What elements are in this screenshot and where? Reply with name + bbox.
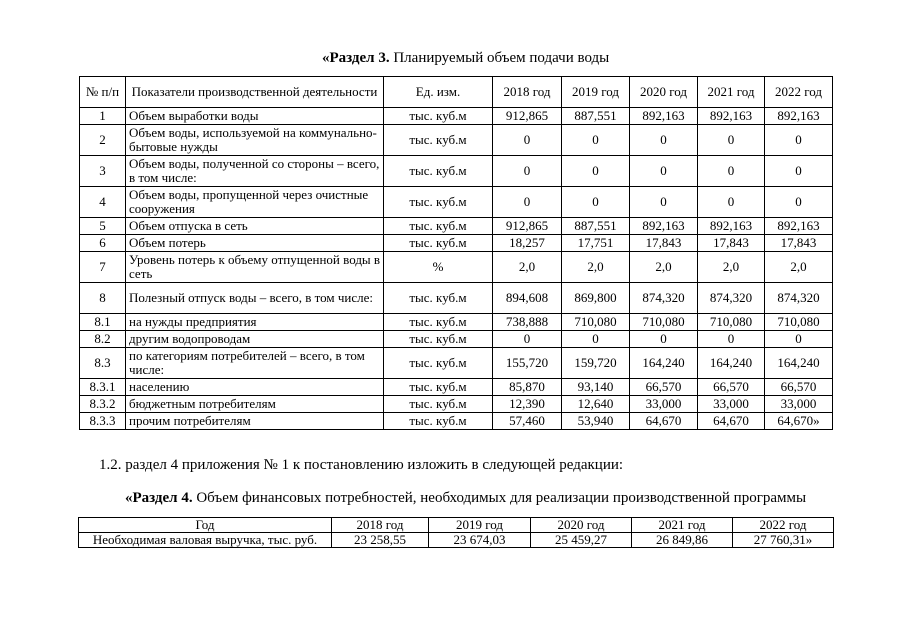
value-cell: 874,320 bbox=[630, 283, 698, 314]
column-header: № п/п bbox=[80, 77, 126, 108]
indicator-name: Объем потерь bbox=[126, 235, 384, 252]
value-cell: 66,570 bbox=[765, 379, 833, 396]
table-row bbox=[80, 156, 833, 187]
table-row bbox=[79, 533, 834, 548]
value-cell: 164,240 bbox=[765, 348, 833, 379]
value-cell: 2,0 bbox=[765, 252, 833, 283]
value-cell: 874,320 bbox=[698, 283, 765, 314]
table-row bbox=[80, 396, 833, 413]
indicator-name: Объем воды, пропущенной через очистные сооружения bbox=[126, 187, 384, 218]
indicator-name: Объем воды, используемой на коммунально-бытовые нужды bbox=[126, 125, 384, 156]
value-cell: 892,163 bbox=[630, 108, 698, 125]
value-cell: 710,080 bbox=[562, 314, 630, 331]
financial-needs-table bbox=[78, 517, 834, 548]
value-cell: 912,865 bbox=[493, 218, 562, 235]
table-header-row bbox=[80, 77, 833, 108]
value-cell: 0 bbox=[630, 187, 698, 218]
row-number: 7 bbox=[80, 252, 126, 283]
value-cell: 12,390 bbox=[493, 396, 562, 413]
row-number: 8.1 bbox=[80, 314, 126, 331]
value-cell: 0 bbox=[765, 156, 833, 187]
indicator-name: Объем отпуска в сеть bbox=[126, 218, 384, 235]
section3-title: «Раздел 3. Планируемый объем подачи воды bbox=[322, 50, 610, 66]
table-row bbox=[80, 314, 833, 331]
value-cell: 738,888 bbox=[493, 314, 562, 331]
value-cell: 85,870 bbox=[493, 379, 562, 396]
row-number: 8.3.2 bbox=[80, 396, 126, 413]
indicator-name: по категориям потребителей – всего, в том числе: bbox=[126, 348, 384, 379]
value-cell: 894,608 bbox=[493, 283, 562, 314]
value-cell: 12,640 bbox=[562, 396, 630, 413]
paragraph-1-2: 1.2. раздел 4 приложения № 1 к постановлению изложить в следующей редакции: bbox=[99, 457, 624, 473]
value-cell: 0 bbox=[698, 331, 765, 348]
value-cell: 0 bbox=[493, 331, 562, 348]
value-cell: 2,0 bbox=[630, 252, 698, 283]
column-header: 2018 год bbox=[332, 518, 429, 533]
value-cell: 17,843 bbox=[765, 235, 833, 252]
unit-cell: тыс. куб.м bbox=[384, 314, 493, 331]
value-cell: 57,460 bbox=[493, 413, 562, 430]
unit-cell: тыс. куб.м bbox=[384, 125, 493, 156]
indicator-name: Необходимая валовая выручка, тыс. руб. bbox=[79, 533, 332, 548]
value-cell: 64,670» bbox=[765, 413, 833, 430]
value-cell: 18,257 bbox=[493, 235, 562, 252]
unit-cell: тыс. куб.м bbox=[384, 396, 493, 413]
row-number: 6 bbox=[80, 235, 126, 252]
table-row bbox=[80, 331, 833, 348]
table-row bbox=[80, 235, 833, 252]
value-cell: 0 bbox=[493, 156, 562, 187]
column-header: Ед. изм. bbox=[384, 77, 493, 108]
column-header: Показатели производственной деятельности bbox=[126, 77, 384, 108]
value-cell: 23 258,55 bbox=[332, 533, 429, 548]
table-row bbox=[80, 413, 833, 430]
value-cell: 26 849,86 bbox=[632, 533, 733, 548]
unit-cell: % bbox=[384, 252, 493, 283]
row-number: 2 bbox=[80, 125, 126, 156]
table-row bbox=[80, 252, 833, 283]
unit-cell: тыс. куб.м bbox=[384, 235, 493, 252]
value-cell: 0 bbox=[698, 187, 765, 218]
value-cell: 0 bbox=[493, 187, 562, 218]
value-cell: 0 bbox=[765, 125, 833, 156]
value-cell: 159,720 bbox=[562, 348, 630, 379]
value-cell: 66,570 bbox=[698, 379, 765, 396]
value-cell: 155,720 bbox=[493, 348, 562, 379]
column-header: 2019 год bbox=[429, 518, 531, 533]
table-row bbox=[80, 379, 833, 396]
table-row bbox=[80, 218, 833, 235]
indicator-name: населению bbox=[126, 379, 384, 396]
row-number: 8.3.1 bbox=[80, 379, 126, 396]
table-row bbox=[80, 283, 833, 314]
value-cell: 164,240 bbox=[630, 348, 698, 379]
unit-cell: тыс. куб.м bbox=[384, 331, 493, 348]
row-number: 8.3 bbox=[80, 348, 126, 379]
value-cell: 64,670 bbox=[630, 413, 698, 430]
table-row bbox=[80, 187, 833, 218]
row-number: 3 bbox=[80, 156, 126, 187]
section4-title: «Раздел 4. Объем финансовых потребностей, необходимых для реализации производственной программы bbox=[125, 490, 807, 506]
value-cell: 892,163 bbox=[698, 108, 765, 125]
row-number: 4 bbox=[80, 187, 126, 218]
indicator-name: другим водопроводам bbox=[126, 331, 384, 348]
value-cell: 892,163 bbox=[630, 218, 698, 235]
indicator-name: Полезный отпуск воды – всего, в том числе: bbox=[126, 283, 384, 314]
value-cell: 0 bbox=[698, 156, 765, 187]
column-header: 2022 год bbox=[733, 518, 834, 533]
indicator-name: прочим потребителям bbox=[126, 413, 384, 430]
unit-cell: тыс. куб.м bbox=[384, 218, 493, 235]
unit-cell: тыс. куб.м bbox=[384, 187, 493, 218]
value-cell: 710,080 bbox=[698, 314, 765, 331]
value-cell: 0 bbox=[562, 331, 630, 348]
value-cell: 0 bbox=[630, 125, 698, 156]
value-cell: 17,843 bbox=[698, 235, 765, 252]
indicator-name: на нужды предприятия bbox=[126, 314, 384, 331]
value-cell: 0 bbox=[698, 125, 765, 156]
value-cell: 0 bbox=[493, 125, 562, 156]
column-header: 2021 год bbox=[698, 77, 765, 108]
unit-cell: тыс. куб.м bbox=[384, 379, 493, 396]
value-cell: 2,0 bbox=[562, 252, 630, 283]
value-cell: 33,000 bbox=[630, 396, 698, 413]
column-header: 2020 год bbox=[531, 518, 632, 533]
value-cell: 0 bbox=[630, 156, 698, 187]
unit-cell: тыс. куб.м bbox=[384, 348, 493, 379]
unit-cell: тыс. куб.м bbox=[384, 108, 493, 125]
value-cell: 887,551 bbox=[562, 108, 630, 125]
value-cell: 0 bbox=[562, 187, 630, 218]
row-number: 8.3.3 bbox=[80, 413, 126, 430]
value-cell: 23 674,03 bbox=[429, 533, 531, 548]
value-cell: 33,000 bbox=[765, 396, 833, 413]
indicator-name: бюджетным потребителям bbox=[126, 396, 384, 413]
value-cell: 2,0 bbox=[698, 252, 765, 283]
water-supply-table bbox=[79, 76, 833, 430]
value-cell: 2,0 bbox=[493, 252, 562, 283]
table-row bbox=[80, 348, 833, 379]
value-cell: 0 bbox=[630, 331, 698, 348]
value-cell: 17,751 bbox=[562, 235, 630, 252]
table-row bbox=[80, 108, 833, 125]
value-cell: 25 459,27 bbox=[531, 533, 632, 548]
value-cell: 892,163 bbox=[698, 218, 765, 235]
row-number: 1 bbox=[80, 108, 126, 125]
column-header: 2022 год bbox=[765, 77, 833, 108]
value-cell: 0 bbox=[562, 156, 630, 187]
indicator-name: Объем выработки воды bbox=[126, 108, 384, 125]
value-cell: 892,163 bbox=[765, 108, 833, 125]
row-number: 8 bbox=[80, 283, 126, 314]
value-cell: 27 760,31» bbox=[733, 533, 834, 548]
value-cell: 710,080 bbox=[630, 314, 698, 331]
value-cell: 33,000 bbox=[698, 396, 765, 413]
unit-cell: тыс. куб.м bbox=[384, 156, 493, 187]
value-cell: 66,570 bbox=[630, 379, 698, 396]
value-cell: 869,800 bbox=[562, 283, 630, 314]
value-cell: 892,163 bbox=[765, 218, 833, 235]
row-number: 8.2 bbox=[80, 331, 126, 348]
value-cell: 0 bbox=[562, 125, 630, 156]
column-header: 2021 год bbox=[632, 518, 733, 533]
value-cell: 887,551 bbox=[562, 218, 630, 235]
row-number: 5 bbox=[80, 218, 126, 235]
column-header: 2019 год bbox=[562, 77, 630, 108]
table-header-row bbox=[79, 518, 834, 533]
value-cell: 710,080 bbox=[765, 314, 833, 331]
indicator-name: Объем воды, полученной со стороны – всего, в том числе: bbox=[126, 156, 384, 187]
value-cell: 874,320 bbox=[765, 283, 833, 314]
value-cell: 0 bbox=[765, 331, 833, 348]
column-header: 2018 год bbox=[493, 77, 562, 108]
table-row bbox=[80, 125, 833, 156]
value-cell: 164,240 bbox=[698, 348, 765, 379]
value-cell: 0 bbox=[765, 187, 833, 218]
column-header: 2020 год bbox=[630, 77, 698, 108]
value-cell: 64,670 bbox=[698, 413, 765, 430]
value-cell: 53,940 bbox=[562, 413, 630, 430]
value-cell: 93,140 bbox=[562, 379, 630, 396]
column-header: Год bbox=[79, 518, 332, 533]
value-cell: 17,843 bbox=[630, 235, 698, 252]
indicator-name: Уровень потерь к объему отпущенной воды в сеть bbox=[126, 252, 384, 283]
unit-cell: тыс. куб.м bbox=[384, 283, 493, 314]
value-cell: 912,865 bbox=[493, 108, 562, 125]
unit-cell: тыс. куб.м bbox=[384, 413, 493, 430]
